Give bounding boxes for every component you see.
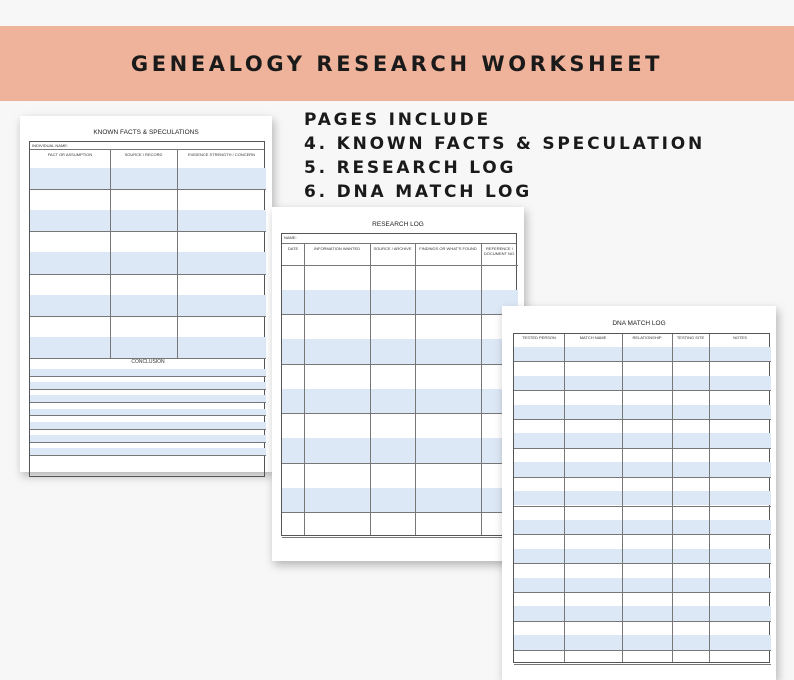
table-row: [282, 413, 518, 414]
column-header: RELATIONSHIP: [632, 335, 662, 340]
table-row-shade: [514, 606, 771, 620]
table-row: [282, 364, 518, 365]
table-row-shade: [30, 395, 266, 402]
column-header: MATCH NAME: [579, 335, 607, 340]
column-header: FINDINGS OR WHAT'S FOUND: [419, 246, 477, 251]
table-row: [514, 448, 771, 449]
table-row-shade: [514, 578, 771, 592]
table-row: [30, 455, 266, 456]
table-row-shade: [30, 168, 266, 189]
table-row-shade: [282, 339, 518, 364]
table-row: [514, 506, 771, 507]
pages-include-item: 5. RESEARCH LOG: [304, 158, 517, 178]
table-row: [514, 621, 771, 622]
dna-log-title: DNA MATCH LOG: [612, 320, 666, 327]
table-row: [30, 415, 266, 416]
table-row: [30, 316, 266, 317]
table-row: [514, 534, 771, 535]
table-row-shade: [30, 252, 266, 273]
table-row: [30, 402, 266, 403]
table-row: [282, 512, 518, 513]
dna-log-table: [513, 333, 770, 663]
research-log-title: RESEARCH LOG: [372, 221, 424, 228]
table-row-shade: [514, 520, 771, 534]
table-row-shade: [30, 337, 266, 358]
table-row-shade: [514, 635, 771, 649]
table-row: [30, 442, 266, 443]
table-row: [514, 477, 771, 478]
pages-include-list: [304, 108, 784, 204]
title-banner: [0, 26, 794, 101]
column-header: INFORMATION WANTED: [314, 246, 360, 251]
table-row-shade: [30, 435, 266, 442]
table-row: [514, 664, 771, 665]
research-log-table: [281, 233, 517, 536]
table-row: [514, 419, 771, 420]
dna-match-log-sheet: [502, 306, 776, 680]
column-header: TESTING SITE: [676, 335, 705, 340]
table-row: [282, 463, 518, 464]
table-row-shade: [282, 438, 518, 463]
column-header: REFERENCE / DOCUMENT NO.: [483, 246, 516, 256]
column-header: EVIDENCE STRENGTH / CONCERN: [187, 152, 256, 157]
table-row: [30, 231, 266, 232]
table-row: [514, 650, 771, 651]
table-row-shade: [30, 409, 266, 416]
column-header: SOURCE / RECORD: [124, 152, 163, 157]
table-row-shade: [282, 488, 518, 513]
table-row-shade: [30, 369, 266, 376]
table-row-shade: [30, 210, 266, 231]
table-row: [30, 429, 266, 430]
research-log-sheet: [272, 207, 524, 561]
column-header: FACT OR ASSUMPTION: [47, 152, 93, 157]
column-header: NOTES: [733, 335, 747, 340]
pages-include-item: 6. DNA MATCH LOG: [304, 182, 533, 202]
table-row-shade: [514, 433, 771, 447]
table-row-shade: [514, 376, 771, 390]
table-row-shade: [30, 295, 266, 316]
known-facts-table: [29, 141, 265, 477]
known-facts-sheet: [20, 116, 272, 472]
name-label: NAME:: [284, 235, 297, 240]
column-header: TESTED PERSON: [522, 335, 556, 340]
table-row: [282, 537, 518, 538]
table-row: [30, 376, 266, 377]
table-row-shade: [514, 549, 771, 563]
table-row-shade: [30, 382, 266, 389]
table-row: [30, 389, 266, 390]
table-row: [514, 361, 771, 362]
individual-name-label: INDIVIDUAL NAME:: [32, 143, 69, 148]
column-header: SOURCE / ARCHIVE: [373, 246, 412, 251]
table-row: [514, 390, 771, 391]
table-row-shade: [282, 389, 518, 414]
table-row: [514, 563, 771, 564]
table-row-shade: [30, 422, 266, 429]
table-row-shade: [514, 405, 771, 419]
table-row: [514, 592, 771, 593]
table-row-shade: [514, 462, 771, 476]
pages-include-item: 4. KNOWN FACTS & SPECULATION: [304, 134, 706, 154]
table-row: [282, 314, 518, 315]
column-header: DATE: [287, 246, 299, 251]
pages-include-heading: PAGES INCLUDE: [304, 110, 491, 130]
table-row-shade: [514, 491, 771, 505]
banner-title: GENEALOGY RESEARCH WORKSHEET: [130, 51, 664, 76]
table-row: [30, 274, 266, 275]
table-row-shade: [282, 290, 518, 315]
table-row-shade: [514, 347, 771, 361]
table-row-shade: [30, 448, 266, 455]
conclusion-label: CONCLUSION: [131, 359, 165, 365]
known-facts-title: KNOWN FACTS & SPECULATIONS: [93, 129, 199, 136]
table-row: [30, 189, 266, 190]
